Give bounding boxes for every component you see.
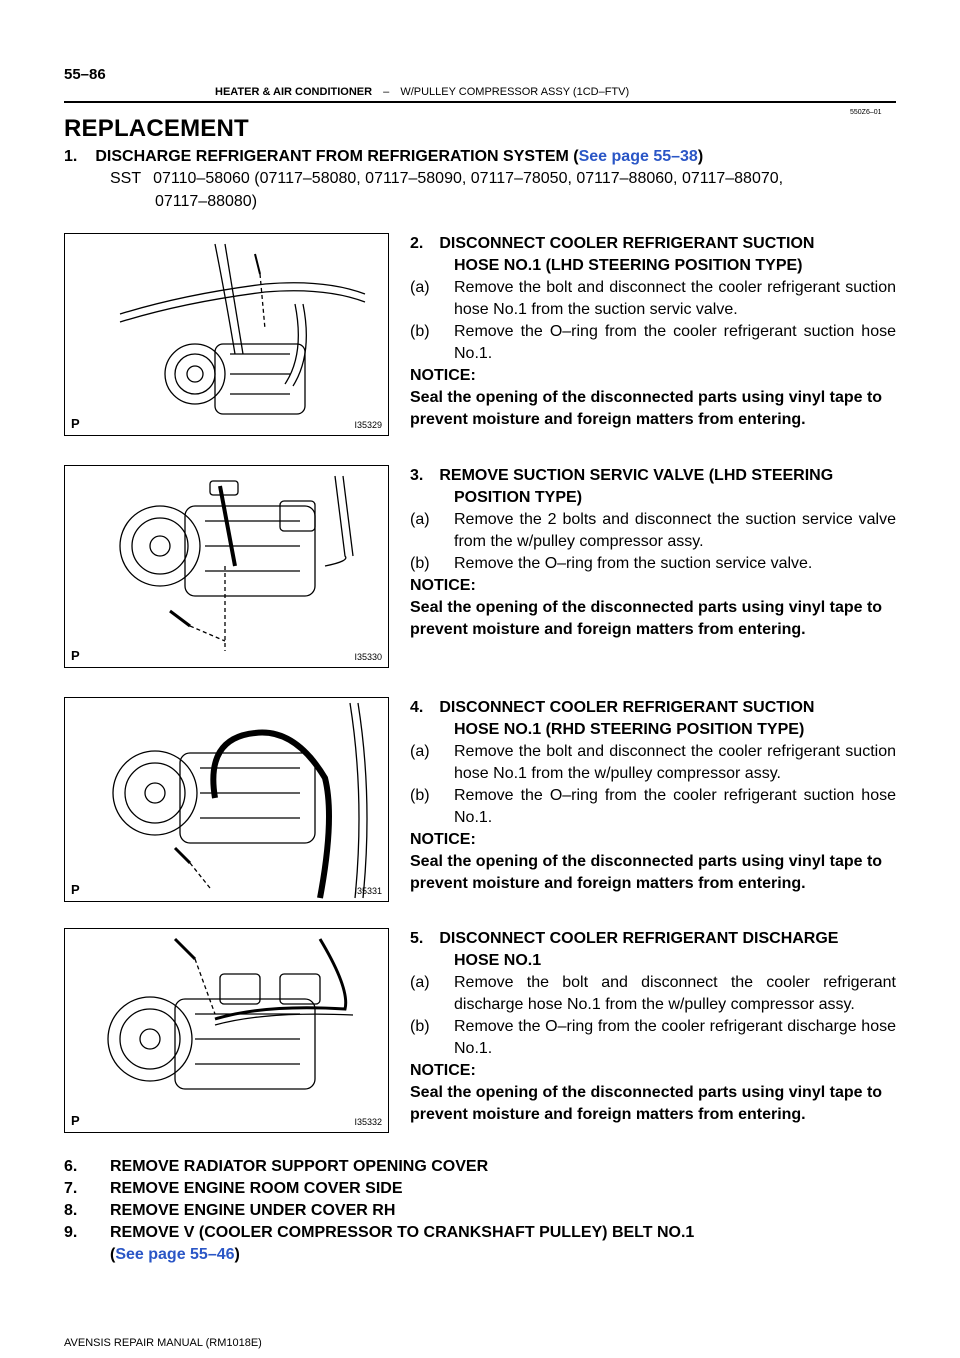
step-2a-text: Remove the bolt and disconnect the cooler refrigerant suction hose No.1 from the suction servic valve. xyxy=(454,279,896,318)
step-6-number: 6. xyxy=(64,1158,78,1175)
figure-2 xyxy=(64,465,389,668)
figure-4 xyxy=(64,928,389,1133)
page-title: REPLACEMENT xyxy=(64,115,249,142)
figure-4-id: I35332 xyxy=(354,1117,382,1127)
step-2-notice-label: NOTICE: xyxy=(410,367,476,384)
sst-label: SST xyxy=(110,170,142,187)
figure-1 xyxy=(64,233,389,436)
step-4b xyxy=(410,785,896,829)
step-3b xyxy=(410,553,896,575)
sst-list-2: 07117–88080) xyxy=(155,193,258,210)
step-9-number: 9. xyxy=(64,1224,78,1241)
step-5 xyxy=(410,928,896,1126)
step-5b-text: Remove the O–ring from the cooler refrigerant discharge hose No.1. xyxy=(454,1018,896,1057)
step-9-link[interactable]: See page 55–46 xyxy=(115,1246,235,1263)
step-9-close: ) xyxy=(234,1246,240,1263)
figure-3-p-mark: P xyxy=(71,882,80,897)
step-3a-label: (a) xyxy=(410,511,430,528)
section-header xyxy=(215,86,629,98)
step-3b-text: Remove the O–ring from the suction service valve. xyxy=(454,555,813,572)
step-1 xyxy=(64,146,896,168)
step-6 xyxy=(64,1156,896,1178)
step-9-open: ( xyxy=(110,1246,116,1263)
step-2b-text: Remove the O–ring from the cooler refrigerant suction hose No.1. xyxy=(454,323,896,362)
step-4 xyxy=(410,697,896,895)
step-3b-label: (b) xyxy=(410,555,430,572)
step-5-title-2: HOSE NO.1 xyxy=(454,952,542,969)
step-8 xyxy=(64,1200,896,1222)
step-4a-text: Remove the bolt and disconnect the cooler refrigerant suction hose No.1 from the w/pulley compressor assy. xyxy=(454,743,896,782)
step-9 xyxy=(64,1222,896,1244)
step-9-reference xyxy=(64,1244,896,1266)
figure-3-id: I35331 xyxy=(354,886,382,896)
step-2-title-1: 2. DISCONNECT COOLER REFRIGERANT SUCTION xyxy=(410,235,815,252)
figure-3 xyxy=(64,697,389,902)
figure-1-id: I35329 xyxy=(354,420,382,430)
step-1-text: DISCHARGE REFRIGERANT FROM REFRIGERATION SYSTEM ( xyxy=(95,148,579,165)
step-1-link[interactable]: See page 55–38 xyxy=(578,148,698,165)
step-2-notice-text: Seal the opening of the disconnected parts using vinyl tape to prevent moisture and foreign matters from entering. xyxy=(410,389,883,428)
figure-4-p-mark: P xyxy=(71,1113,80,1128)
step-3-notice-label: NOTICE: xyxy=(410,577,476,594)
step-3-title-2: POSITION TYPE) xyxy=(454,489,583,506)
step-4a xyxy=(410,741,896,785)
subsection-name: W/PULLEY COMPRESSOR ASSY (1CD–FTV) xyxy=(400,86,630,98)
step-9-text: REMOVE V (COOLER COMPRESSOR TO CRANKSHAFT PULLEY) BELT NO.1 xyxy=(110,1224,695,1241)
figure-2-id: I35330 xyxy=(354,652,382,662)
step-2a-label: (a) xyxy=(410,279,430,296)
step-7-text: REMOVE ENGINE ROOM COVER SIDE xyxy=(110,1180,403,1197)
step-5-title-1: 5. DISCONNECT COOLER REFRIGERANT DISCHARGE xyxy=(410,930,839,947)
step-2b-label: (b) xyxy=(410,323,430,340)
compressor-illustration-3 xyxy=(65,698,390,903)
header-separator: – xyxy=(383,86,390,98)
step-8-number: 8. xyxy=(64,1202,78,1219)
sst-line xyxy=(110,168,896,190)
page-number: 55–86 xyxy=(64,66,106,83)
step-3 xyxy=(410,465,896,641)
step-4-title-1: 4. DISCONNECT COOLER REFRIGERANT SUCTION xyxy=(410,699,815,716)
step-1-number: 1. xyxy=(64,148,78,165)
step-4b-text: Remove the O–ring from the cooler refrigerant suction hose No.1. xyxy=(454,787,896,826)
figure-1-p-mark: P xyxy=(71,416,80,431)
compressor-illustration-1 xyxy=(65,234,390,437)
step-6-text: REMOVE RADIATOR SUPPORT OPENING COVER xyxy=(110,1158,489,1175)
step-4-notice-label: NOTICE: xyxy=(410,831,476,848)
step-3a-text: Remove the 2 bolts and disconnect the suction service valve from the w/pulley compressor assy. xyxy=(454,511,896,550)
sst-list-1: 07110–58060 (07117–58080, 07117–58090, 07117–78050, 07117–88060, 07117–88070, xyxy=(153,170,784,187)
step-4-notice-text: Seal the opening of the disconnected parts using vinyl tape to prevent moisture and foreign matters from entering. xyxy=(410,853,883,892)
header-rule xyxy=(64,101,896,103)
step-2-title-2: HOSE NO.1 (LHD STEERING POSITION TYPE) xyxy=(454,257,803,274)
step-7 xyxy=(64,1178,896,1200)
step-2b xyxy=(410,321,896,365)
step-7-number: 7. xyxy=(64,1180,78,1197)
step-2a xyxy=(410,277,896,321)
section-name: HEATER & AIR CONDITIONER xyxy=(215,86,373,98)
step-3a xyxy=(410,509,896,553)
step-8-text: REMOVE ENGINE UNDER COVER RH xyxy=(110,1202,396,1219)
step-2 xyxy=(410,233,896,431)
step-4a-label: (a) xyxy=(410,743,430,760)
step-5b-label: (b) xyxy=(410,1018,430,1035)
step-3-notice-text: Seal the opening of the disconnected parts using vinyl tape to prevent moisture and foreign matters from entering. xyxy=(410,599,883,638)
step-5-notice-label: NOTICE: xyxy=(410,1062,476,1079)
step-4-title-2: HOSE NO.1 (RHD STEERING POSITION TYPE) xyxy=(454,721,805,738)
step-5a xyxy=(410,972,896,1016)
footer: AVENSIS REPAIR MANUAL (RM1018E) xyxy=(64,1337,262,1349)
document-code: 550Z6–01 xyxy=(850,109,882,116)
step-5-notice-text: Seal the opening of the disconnected parts using vinyl tape to prevent moisture and foreign matters from entering. xyxy=(410,1084,883,1123)
figure-2-p-mark: P xyxy=(71,648,80,663)
step-1-close: ) xyxy=(697,148,704,165)
steps-6-to-9 xyxy=(64,1156,896,1266)
compressor-illustration-4 xyxy=(65,929,390,1134)
step-4b-label: (b) xyxy=(410,787,430,804)
compressor-illustration-2 xyxy=(65,466,390,669)
step-5a-text: Remove the bolt and disconnect the cooler refrigerant discharge hose No.1 from the w/pulley compressor assy. xyxy=(454,974,896,1013)
step-3-title-1: 3. REMOVE SUCTION SERVIC VALVE (LHD STEERING xyxy=(410,467,834,484)
step-5b xyxy=(410,1016,896,1060)
step-5a-label: (a) xyxy=(410,974,430,991)
